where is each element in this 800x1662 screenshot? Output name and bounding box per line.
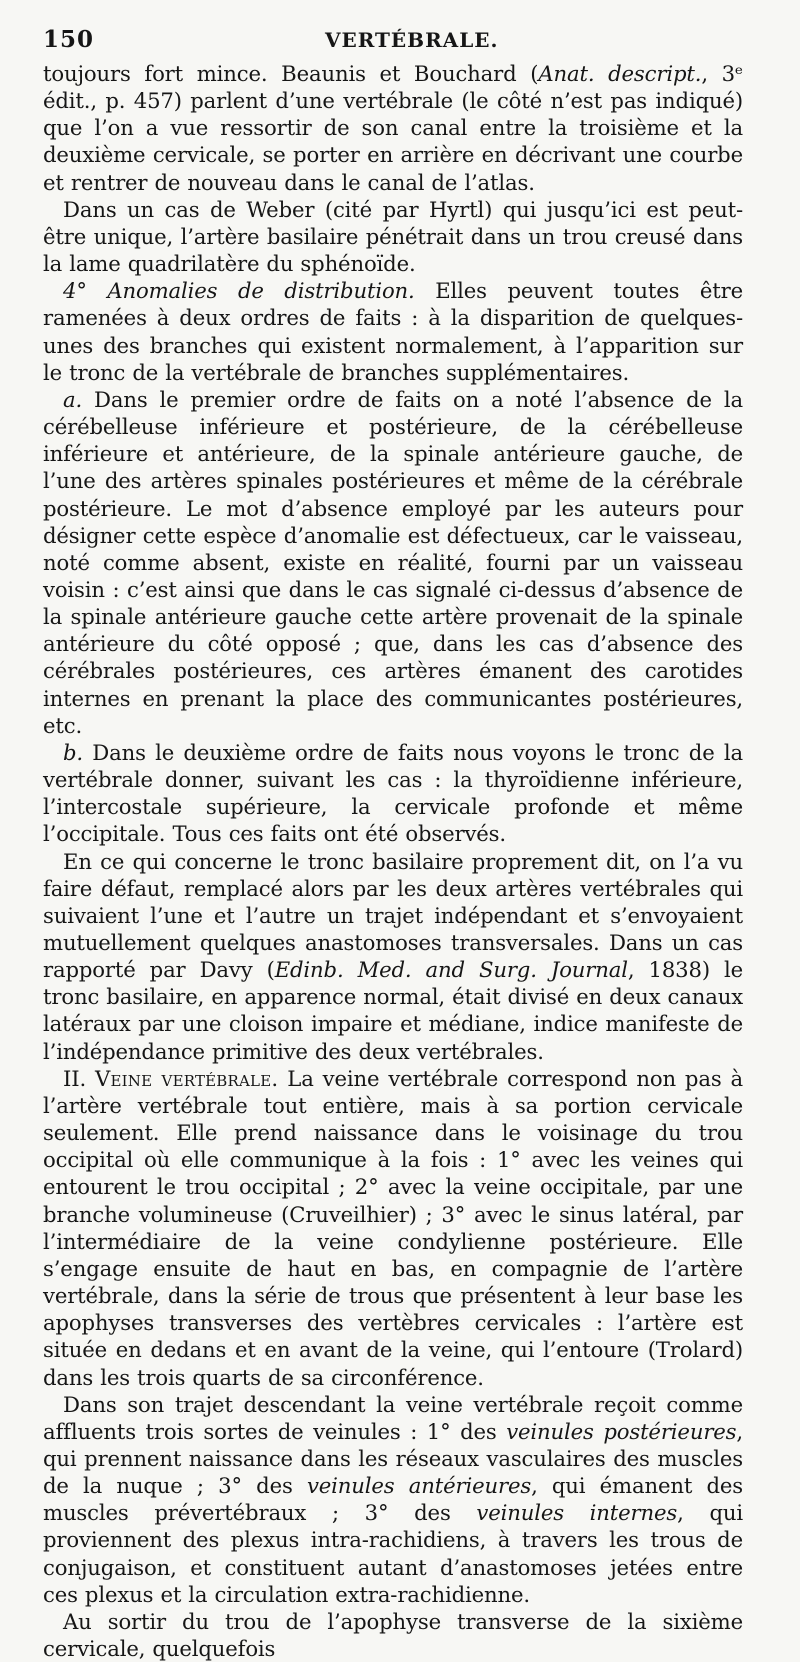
list-marker: a.	[63, 386, 83, 412]
list-marker: b.	[63, 739, 83, 765]
paragraph-text: En ce qui concerne le tronc basilaire proprement dit, on l’a vu faire défaut, remplacé alors par les deux artères vertébrales qui suivaient l’une et l’autre un trajet indépendant et s’envoyaient mutuellement quelques anastomoses transversales. Dans un cas rapporté par Davy (	[43, 848, 743, 983]
paragraph-text: , qui prennent naissance dans les réseaux vasculaires des muscles de la nuque ; 3° des	[43, 1418, 743, 1499]
paragraph-text: Dans le premier ordre de faits on a noté l’absence de la cérébelleuse inférieure et postérieure, de la cérébelleuse inférieure et antérieure, de la spinale antérieure gauche, de l’une des artères spinales postérieures et même de la cérébrale postérieure. Le mot d’absence employé par les auteurs pour désigner cette espèce d’anomalie est défectueux, car le vaisseau, noté comme absent, existe en réalité, fourni par un vaisseau voisin : c’est ainsi que dans le cas signalé ci-dessus d’absence de la spinale antérieure gauche cette artère provenait de la spinale antérieure du côté opposé ; que, dans les cas d’absence des cérébrales postérieures, ces artères émanent des carotides internes en prenant la place des communicantes postérieures, etc.	[43, 386, 743, 738]
paragraph-text: , qui émanent des muscles prévertébraux ; 3° des	[43, 1473, 743, 1526]
italic-term: veinules postérieures	[506, 1418, 737, 1444]
italic-term: veinules antérieures	[306, 1473, 532, 1499]
paragraph-final-line	[43, 1608, 743, 1662]
body-text	[43, 60, 743, 1662]
paragraph-distribution-anomalies	[43, 277, 743, 386]
running-header	[43, 26, 743, 60]
italic-term: veinules internes	[476, 1500, 678, 1526]
paragraph-text: Au sortir du trou de l’apophyse transverse de la sixième cervicale, quelquefois	[43, 1608, 743, 1662]
paragraph-text: , qui proviennent des plexus intra-rachidiens, à travers les trous de conjugaison, et constituent autant d’anastomoses jetées entre ces plexus et la circulation extra-rachidienne.	[43, 1500, 743, 1607]
paragraph-text: toujours fort mince. Beaunis et Bouchard (	[43, 61, 539, 86]
running-title: VERTÉBRALE.	[325, 28, 499, 52]
paragraph-text: Dans son trajet descendant la veine vertébrale reçoit comme affluents trois sortes de veinules : 1° des	[43, 1391, 743, 1444]
paragraph-weber-case	[43, 196, 743, 277]
section-heading: 4° Anomalies de distribution.	[63, 278, 415, 304]
paragraph-continuation	[43, 60, 743, 196]
paragraph-text: La veine vertébrale correspond non pas à l’artère vertébrale tout entière, mais à sa portion cervicale seulement. Elle prend naissance dans le voisinage du trou occipital où elle communique à la fois : 1° avec les veines qui entourent le trou occipital ; 2° avec la veine occipitale, par une branche volumineuse (Cruveilhier) ; 3° avec le sinus latéral, par l’intermédiaire de la veine condylienne postérieure. Elle s’engage ensuite de haut en bas, en compagnie de l’artère vertébrale, dans la série de trous que présentent à leur base les apophyses transverses des vertèbres cervicales : l’artère est située en dedans et en avant de la veine, qui l’entoure (Trolard) dans les trois quarts de sa circonférence.	[43, 1065, 743, 1390]
section-number: II.	[63, 1065, 95, 1091]
paragraph-vertebral-vein	[43, 1065, 743, 1391]
paragraph-text: Dans le deuxième ordre de faits nous voyons le tronc de la vertébrale donner, suivant les cas : la thyroïdienne inférieure, l’intercostale supérieure, la cervicale profonde et même l’occipitale. Tous ces faits ont été observés.	[43, 739, 743, 847]
paragraph-second-order	[43, 739, 743, 848]
page-number: 150	[43, 26, 95, 53]
paragraph-vein-affluents	[43, 1391, 743, 1608]
paragraph-text: Elles peuvent toutes être ramenées à deux ordres de faits : à la disparition de quelques-unes des branches qui existent normalement, à l’apparition sur le tronc de la vertébrale de branches supplémentaires.	[43, 278, 744, 385]
citation-title: Anat. descript.	[538, 61, 702, 86]
journal-title: Edinb. Med. and Surg. Journal	[274, 957, 628, 983]
paragraph-basilar-trunk	[43, 848, 743, 1065]
section-heading: Veine vertébrale.	[94, 1065, 279, 1091]
paragraph-first-order	[43, 386, 743, 739]
paragraph-text: , 1838) le tronc basilaire, en apparence normal, était divisé en deux canaux latéraux par une cloison impaire et médiane, indice manifeste de l’indépendance primitive des deux vertébrales.	[43, 957, 743, 1064]
paragraph-text: Dans un cas de Weber (cité par Hyrtl) qui jusqu’ici est peut-être unique, l’artère basilaire pénétrait dans un trou creusé dans la lame quadrilatère du sphénoïde.	[43, 196, 743, 277]
paragraph-text: , 3ᵉ édit., p. 457) parlent d’une vertébrale (le côté n’est pas indiqué) que l’on a vue ressortir de son canal entre la troisième et la deuxième cervicale, se porter en arrière en décrivant une courbe et rentrer de nouveau dans le canal de l’atlas.	[43, 61, 743, 195]
